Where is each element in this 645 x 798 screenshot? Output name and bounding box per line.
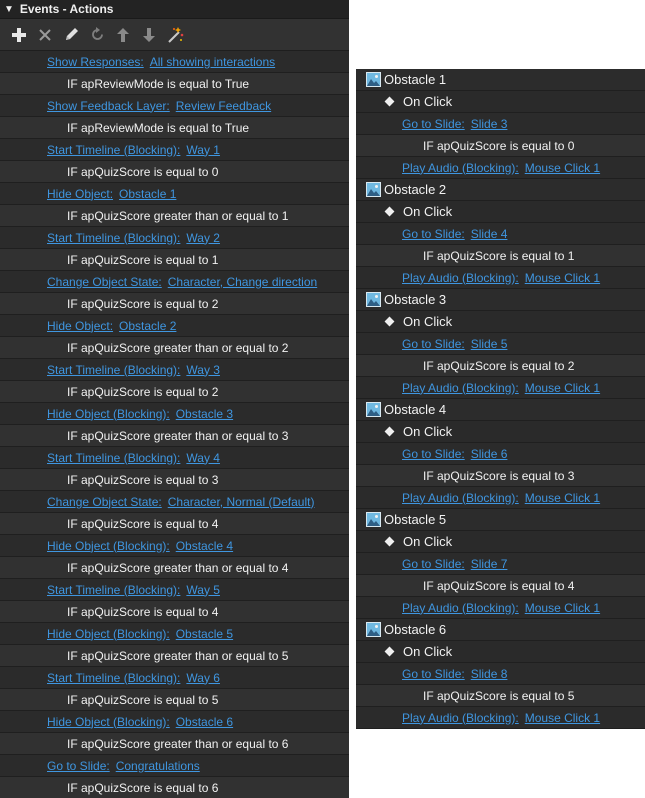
condition-row[interactable] — [356, 135, 645, 157]
condition-text: IF apQuizScore is equal to 2 — [67, 384, 219, 399]
action-verb-link[interactable]: Go to Slide: — [402, 556, 465, 571]
trigger-name: On Click — [403, 204, 453, 219]
action-target-link[interactable]: Way 5 — [186, 582, 220, 597]
action-target-link[interactable]: Way 1 — [186, 142, 220, 157]
action-verb-link[interactable]: Play Audio (Blocking): — [402, 380, 519, 395]
condition-row[interactable] — [356, 685, 645, 707]
action-verb-link[interactable]: Hide Object (Blocking): — [47, 626, 170, 641]
condition-row[interactable] — [0, 249, 349, 271]
condition-row[interactable] — [0, 645, 349, 667]
image-object-icon — [366, 622, 381, 637]
object-row[interactable] — [356, 69, 645, 91]
condition-row[interactable] — [0, 733, 349, 755]
magic-wand-icon[interactable] — [162, 23, 188, 47]
condition-row[interactable] — [0, 337, 349, 359]
action-verb-link[interactable]: Hide Object (Blocking): — [47, 406, 170, 421]
condition-text: IF apQuizScore greater than or equal to 2 — [67, 340, 289, 355]
action-verb-link[interactable]: Start Timeline (Blocking): — [47, 582, 181, 597]
action-verb-link[interactable]: Start Timeline (Blocking): — [47, 450, 181, 465]
diamond-icon — [385, 207, 395, 217]
action-row[interactable] — [0, 51, 349, 73]
action-row[interactable] — [0, 755, 349, 777]
diamond-icon — [385, 317, 395, 327]
condition-text: IF apQuizScore is equal to 1 — [423, 248, 575, 263]
action-row[interactable] — [0, 183, 349, 205]
action-verb-link[interactable]: Start Timeline (Blocking): — [47, 670, 181, 685]
trigger-row[interactable] — [356, 201, 645, 223]
condition-text: IF apQuizScore greater than or equal to 5 — [67, 648, 289, 663]
action-target-link[interactable]: Slide 5 — [470, 336, 508, 351]
action-verb-link[interactable]: Go to Slide: — [47, 758, 110, 773]
delete-icon[interactable] — [32, 23, 58, 47]
trigger-row[interactable] — [356, 421, 645, 443]
action-row[interactable] — [0, 667, 349, 689]
action-row[interactable] — [356, 487, 645, 509]
condition-row[interactable] — [0, 205, 349, 227]
action-verb-link[interactable]: Show Feedback Layer: — [47, 98, 170, 113]
trigger-row[interactable] — [356, 531, 645, 553]
action-row[interactable] — [0, 271, 349, 293]
action-target-link[interactable]: Obstacle 3 — [175, 406, 234, 421]
move-up-icon[interactable] — [110, 23, 136, 47]
action-row[interactable] — [0, 359, 349, 381]
action-target-link[interactable]: Slide 4 — [470, 226, 508, 241]
trigger-name: On Click — [403, 424, 453, 439]
action-row[interactable] — [356, 267, 645, 289]
action-target-link[interactable]: Way 3 — [186, 362, 220, 377]
diamond-icon — [385, 427, 395, 437]
action-verb-link[interactable]: Change Object State: — [47, 494, 162, 509]
action-verb-link[interactable]: Start Timeline (Blocking): — [47, 142, 181, 157]
diamond-icon — [385, 647, 395, 657]
condition-text: IF apQuizScore is equal to 5 — [423, 688, 575, 703]
action-row[interactable] — [0, 403, 349, 425]
action-verb-link[interactable]: Play Audio (Blocking): — [402, 160, 519, 175]
action-verb-link[interactable]: Start Timeline (Blocking): — [47, 362, 181, 377]
condition-row[interactable] — [0, 381, 349, 403]
action-target-link[interactable]: Mouse Click 1 — [524, 270, 601, 285]
action-target-link[interactable]: Obstacle 6 — [175, 714, 234, 729]
action-target-link[interactable]: Obstacle 2 — [119, 318, 177, 333]
actions-toolbar — [0, 19, 349, 51]
add-icon[interactable] — [6, 23, 32, 47]
action-row[interactable] — [0, 227, 349, 249]
refresh-icon[interactable] — [84, 23, 110, 47]
condition-text: IF apQuizScore greater than or equal to 6 — [67, 736, 289, 751]
object-name: Obstacle 3 — [384, 292, 447, 307]
action-verb-link[interactable]: Show Responses: — [47, 54, 144, 69]
action-row[interactable] — [0, 95, 349, 117]
condition-row[interactable] — [0, 469, 349, 491]
action-row[interactable] — [356, 663, 645, 685]
object-name: Obstacle 6 — [384, 622, 447, 637]
action-row[interactable] — [0, 579, 349, 601]
action-verb-link[interactable]: Go to Slide: — [402, 336, 465, 351]
action-row[interactable] — [0, 315, 349, 337]
condition-text: IF apQuizScore greater than or equal to 3 — [67, 428, 289, 443]
condition-text: IF apQuizScore is equal to 3 — [67, 472, 219, 487]
action-target-link[interactable]: Congratulations — [115, 758, 200, 773]
edit-icon[interactable] — [58, 23, 84, 47]
action-verb-link[interactable]: Go to Slide: — [402, 226, 465, 241]
condition-text: IF apQuizScore is equal to 1 — [67, 252, 219, 267]
action-row[interactable] — [0, 623, 349, 645]
image-object-icon — [366, 512, 381, 527]
panel-header[interactable] — [0, 0, 349, 19]
action-verb-link[interactable]: Hide Object (Blocking): — [47, 538, 170, 553]
action-verb-link[interactable]: Start Timeline (Blocking): — [47, 230, 181, 245]
action-target-link[interactable]: Slide 6 — [470, 446, 508, 461]
action-target-link[interactable]: Way 4 — [186, 450, 220, 465]
trigger-name: On Click — [403, 534, 453, 549]
trigger-name: On Click — [403, 314, 453, 329]
action-row[interactable] — [356, 597, 645, 619]
action-target-link[interactable]: Obstacle 5 — [175, 626, 234, 641]
object-name: Obstacle 5 — [384, 512, 447, 527]
action-target-link[interactable]: Mouse Click 1 — [524, 380, 601, 395]
condition-text: IF apQuizScore is equal to 4 — [423, 578, 575, 593]
trigger-row[interactable] — [356, 311, 645, 333]
object-name: Obstacle 2 — [384, 182, 447, 197]
condition-row[interactable] — [0, 601, 349, 623]
action-verb-link[interactable]: Change Object State: — [47, 274, 162, 289]
condition-text: IF apQuizScore is equal to 3 — [423, 468, 575, 483]
action-verb-link[interactable]: Go to Slide: — [402, 666, 465, 681]
condition-row[interactable] — [0, 689, 349, 711]
action-row[interactable] — [356, 113, 645, 135]
action-verb-link[interactable]: Play Audio (Blocking): — [402, 490, 519, 505]
condition-row[interactable] — [356, 465, 645, 487]
action-target-link[interactable]: Slide 7 — [470, 556, 508, 571]
condition-row[interactable] — [0, 557, 349, 579]
condition-text: IF apQuizScore is equal to 2 — [67, 296, 219, 311]
condition-row[interactable] — [356, 575, 645, 597]
object-name: Obstacle 1 — [384, 72, 447, 87]
action-row[interactable] — [0, 139, 349, 161]
trigger-name: On Click — [403, 644, 453, 659]
move-down-icon[interactable] — [136, 23, 162, 47]
condition-row[interactable] — [0, 117, 349, 139]
object-row[interactable] — [356, 289, 645, 311]
action-row[interactable] — [356, 553, 645, 575]
condition-row[interactable] — [356, 245, 645, 267]
condition-text: IF apQuizScore is equal to 6 — [67, 780, 219, 795]
image-object-icon — [366, 402, 381, 417]
action-target-link[interactable]: Character, Change direction — [167, 274, 318, 289]
object-row[interactable] — [356, 179, 645, 201]
action-target-link[interactable]: Mouse Click 1 — [524, 710, 601, 725]
condition-row[interactable] — [0, 777, 349, 798]
condition-text: IF apQuizScore is equal to 0 — [67, 164, 219, 179]
diamond-icon — [385, 97, 395, 107]
action-verb-link[interactable]: Play Audio (Blocking): — [402, 270, 519, 285]
action-target-link[interactable]: All showing interactions — [149, 54, 276, 69]
action-target-link[interactable]: Mouse Click 1 — [524, 600, 601, 615]
action-target-link[interactable]: Obstacle 4 — [175, 538, 234, 553]
condition-text: IF apQuizScore greater than or equal to 1 — [67, 208, 289, 223]
action-target-link[interactable]: Way 2 — [186, 230, 220, 245]
trigger-name: On Click — [403, 94, 453, 109]
image-object-icon — [366, 72, 381, 87]
action-verb-link[interactable]: Hide Object: — [47, 318, 114, 333]
object-row[interactable] — [356, 509, 645, 531]
condition-text: IF apQuizScore is equal to 0 — [423, 138, 575, 153]
condition-text: IF apQuizScore is equal to 4 — [67, 604, 219, 619]
condition-row[interactable] — [0, 73, 349, 95]
action-verb-link[interactable]: Hide Object: — [47, 186, 114, 201]
action-row[interactable] — [0, 711, 349, 733]
condition-row[interactable] — [0, 161, 349, 183]
action-target-link[interactable]: Character, Normal (Default) — [167, 494, 315, 509]
action-verb-link[interactable]: Play Audio (Blocking): — [402, 710, 519, 725]
action-row[interactable] — [0, 491, 349, 513]
action-target-link[interactable]: Mouse Click 1 — [524, 160, 601, 175]
action-row[interactable] — [356, 377, 645, 399]
condition-text: IF apQuizScore is equal to 4 — [67, 516, 219, 531]
object-name: Obstacle 4 — [384, 402, 447, 417]
action-row[interactable] — [356, 333, 645, 355]
action-target-link[interactable]: Way 6 — [186, 670, 220, 685]
image-object-icon — [366, 292, 381, 307]
object-row[interactable] — [356, 399, 645, 421]
trigger-row[interactable] — [356, 641, 645, 663]
condition-row[interactable] — [0, 293, 349, 315]
panel-title: Events - Actions — [19, 2, 114, 16]
action-list — [0, 51, 349, 798]
object-row[interactable] — [356, 619, 645, 641]
action-row[interactable] — [0, 535, 349, 557]
condition-text: IF apReviewMode is equal to True — [67, 120, 250, 135]
action-verb-link[interactable]: Hide Object (Blocking): — [47, 714, 170, 729]
action-target-link[interactable]: Review Feedback — [175, 98, 272, 113]
action-row[interactable] — [0, 447, 349, 469]
condition-text: IF apReviewMode is equal to True — [67, 76, 250, 91]
action-verb-link[interactable]: Play Audio (Blocking): — [402, 600, 519, 615]
condition-text: IF apQuizScore greater than or equal to 4 — [67, 560, 289, 575]
action-verb-link[interactable]: Go to Slide: — [402, 116, 465, 131]
condition-row[interactable] — [0, 425, 349, 447]
action-verb-link[interactable]: Go to Slide: — [402, 446, 465, 461]
condition-row[interactable] — [356, 355, 645, 377]
action-target-link[interactable]: Slide 8 — [470, 666, 508, 681]
condition-text: IF apQuizScore is equal to 5 — [67, 692, 219, 707]
collapse-triangle-icon[interactable]: ▼ — [4, 3, 14, 15]
condition-row[interactable] — [0, 513, 349, 535]
action-row[interactable] — [356, 157, 645, 179]
action-target-link[interactable]: Slide 3 — [470, 116, 508, 131]
action-row[interactable] — [356, 443, 645, 465]
diamond-icon — [385, 537, 395, 547]
action-row[interactable] — [356, 707, 645, 729]
condition-text: IF apQuizScore is equal to 2 — [423, 358, 575, 373]
triggers-panel — [356, 69, 645, 729]
action-target-link[interactable]: Mouse Click 1 — [524, 490, 601, 505]
trigger-row[interactable] — [356, 91, 645, 113]
action-target-link[interactable]: Obstacle 1 — [119, 186, 177, 201]
image-object-icon — [366, 182, 381, 197]
action-row[interactable] — [356, 223, 645, 245]
